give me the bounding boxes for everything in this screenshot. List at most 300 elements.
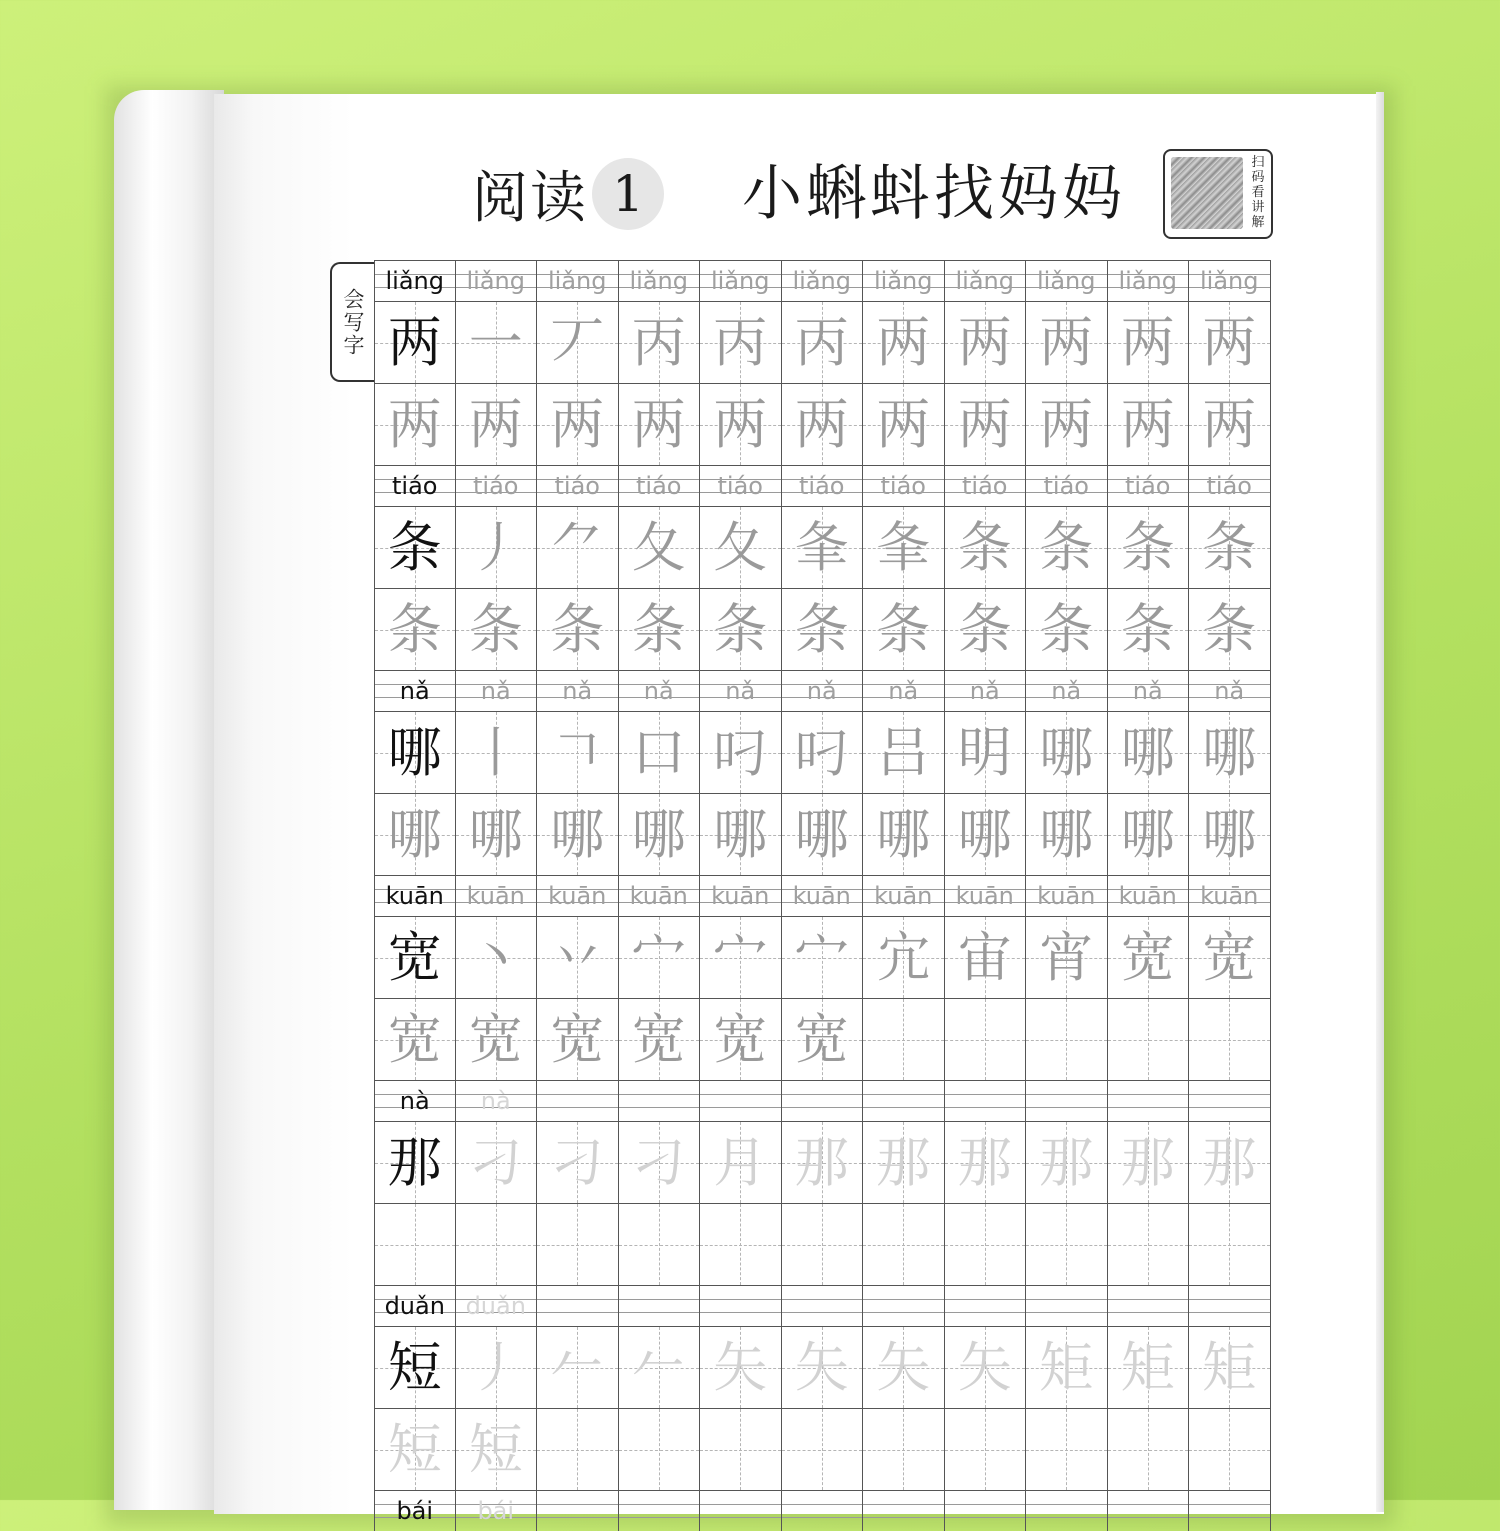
- stroke-cell[interactable]: [1026, 1121, 1108, 1203]
- glyph-text: 刁: [550, 1130, 605, 1194]
- practice-cell[interactable]: [945, 588, 1027, 670]
- pinyin-cell[interactable]: [945, 1285, 1027, 1326]
- practice-cell[interactable]: [456, 1203, 538, 1285]
- pinyin-cell[interactable]: [537, 1490, 619, 1531]
- glyph-text: 夂: [631, 515, 686, 579]
- pinyin-row: [374, 1080, 1271, 1121]
- pinyin-cell[interactable]: [1108, 1490, 1190, 1531]
- pinyin-cell[interactable]: [863, 465, 945, 506]
- practice-cell[interactable]: [537, 588, 619, 670]
- practice-cell[interactable]: [863, 383, 945, 465]
- pinyin-cell[interactable]: [1189, 875, 1271, 916]
- pinyin-cell[interactable]: [537, 670, 619, 711]
- pinyin-cell[interactable]: [1189, 465, 1271, 506]
- glyph-text: 两: [631, 392, 686, 456]
- practice-cell[interactable]: [1189, 998, 1271, 1080]
- practice-cell[interactable]: [619, 588, 701, 670]
- glyph-text: 哪: [1202, 802, 1257, 866]
- pinyin-cell[interactable]: [700, 260, 782, 301]
- pinyin-cell[interactable]: [1108, 465, 1190, 506]
- stroke-cell[interactable]: [619, 711, 701, 793]
- pinyin-cell[interactable]: [374, 1285, 456, 1326]
- practice-cell[interactable]: [1026, 1203, 1108, 1285]
- practice-cell[interactable]: [374, 588, 456, 670]
- pinyin-cell[interactable]: [700, 465, 782, 506]
- pinyin-cell[interactable]: [782, 260, 864, 301]
- stroke-order-row: [374, 711, 1271, 793]
- pinyin-cell[interactable]: [782, 670, 864, 711]
- stroke-cell[interactable]: [863, 1121, 945, 1203]
- pinyin-cell[interactable]: [619, 1080, 701, 1121]
- practice-cell[interactable]: [374, 1408, 456, 1490]
- pinyin-cell[interactable]: [1189, 1285, 1271, 1326]
- pinyin-cell[interactable]: [1108, 260, 1190, 301]
- glyph-text: 丿: [468, 1335, 523, 1399]
- stroke-cell[interactable]: [537, 506, 619, 588]
- stroke-cell[interactable]: [945, 1326, 1027, 1408]
- practice-cell[interactable]: [1026, 793, 1108, 875]
- stroke-cell[interactable]: [700, 506, 782, 588]
- stroke-cell[interactable]: [700, 916, 782, 998]
- practice-cell[interactable]: [619, 1203, 701, 1285]
- glyph-text: 哪: [387, 802, 442, 866]
- glyph-text: 宂: [876, 925, 931, 989]
- pinyin-cell[interactable]: [537, 1080, 619, 1121]
- stroke-cell[interactable]: [700, 301, 782, 383]
- practice-cell[interactable]: [1189, 383, 1271, 465]
- pinyin-cell[interactable]: [1026, 465, 1108, 506]
- glyph-text: 条: [550, 597, 605, 661]
- stroke-cell[interactable]: [619, 301, 701, 383]
- pinyin-cell[interactable]: [945, 875, 1027, 916]
- model-char-cell[interactable]: [374, 506, 456, 588]
- stroke-cell[interactable]: [782, 506, 864, 588]
- practice-cell[interactable]: [537, 998, 619, 1080]
- model-char-cell[interactable]: [374, 1121, 456, 1203]
- practice-cell[interactable]: [374, 998, 456, 1080]
- practice-cell[interactable]: [456, 1408, 538, 1490]
- model-char-cell[interactable]: [374, 711, 456, 793]
- stroke-cell[interactable]: [945, 916, 1027, 998]
- stroke-cell[interactable]: [456, 916, 538, 998]
- practice-cell[interactable]: [700, 1408, 782, 1490]
- glyph-text: tiáo: [1206, 472, 1252, 500]
- pinyin-cell[interactable]: [374, 1490, 456, 1531]
- glyph-text: liǎng: [1037, 267, 1096, 295]
- glyph-text: 哪: [1120, 720, 1175, 784]
- practice-cell[interactable]: [456, 793, 538, 875]
- stroke-cell[interactable]: [700, 1121, 782, 1203]
- practice-cell[interactable]: [945, 1203, 1027, 1285]
- pinyin-cell[interactable]: [1026, 670, 1108, 711]
- glyph-text: 两: [550, 392, 605, 456]
- glyph-text: 哪: [1039, 802, 1094, 866]
- stroke-cell[interactable]: [1108, 506, 1190, 588]
- pinyin-row: [374, 875, 1271, 916]
- stroke-cell[interactable]: [863, 506, 945, 588]
- model-char-cell[interactable]: [374, 301, 456, 383]
- stroke-cell[interactable]: [782, 1121, 864, 1203]
- practice-cell[interactable]: [619, 383, 701, 465]
- stroke-cell[interactable]: [863, 1326, 945, 1408]
- glyph-text: 条: [794, 597, 849, 661]
- pinyin-cell[interactable]: [945, 1490, 1027, 1531]
- practice-cell[interactable]: [1026, 588, 1108, 670]
- pinyin-cell[interactable]: [374, 670, 456, 711]
- stroke-cell[interactable]: [619, 506, 701, 588]
- stroke-cell[interactable]: [782, 1326, 864, 1408]
- stroke-order-row: [374, 1326, 1271, 1408]
- glyph-text: kuān: [629, 882, 688, 910]
- glyph-text: liǎng: [548, 267, 607, 295]
- practice-row: [374, 998, 1271, 1080]
- glyph-text: 丆: [550, 310, 605, 374]
- pinyin-cell[interactable]: [700, 875, 782, 916]
- pinyin-cell[interactable]: [1026, 875, 1108, 916]
- practice-cell[interactable]: [1189, 1203, 1271, 1285]
- stroke-cell[interactable]: [1108, 1121, 1190, 1203]
- practice-cell[interactable]: [1026, 998, 1108, 1080]
- practice-cell[interactable]: [700, 1203, 782, 1285]
- practice-cell[interactable]: [1108, 1203, 1190, 1285]
- glyph-text: 宽: [1202, 925, 1257, 989]
- stroke-cell[interactable]: [1189, 916, 1271, 998]
- practice-cell[interactable]: [1108, 383, 1190, 465]
- glyph-text: 月: [713, 1130, 768, 1194]
- glyph-text: tiáo: [717, 472, 763, 500]
- glyph-text: 丨: [468, 720, 523, 784]
- glyph-text: 哪: [1202, 720, 1257, 784]
- stroke-cell[interactable]: [945, 711, 1027, 793]
- practice-cell[interactable]: [945, 1408, 1027, 1490]
- practice-cell[interactable]: [700, 998, 782, 1080]
- stroke-order-row: [374, 1121, 1271, 1203]
- practice-cell[interactable]: [782, 793, 864, 875]
- glyph-text: kuān: [711, 882, 770, 910]
- pinyin-cell[interactable]: [619, 465, 701, 506]
- stroke-cell[interactable]: [1108, 711, 1190, 793]
- practice-cell[interactable]: [619, 793, 701, 875]
- stroke-cell[interactable]: [1189, 506, 1271, 588]
- glyph-text: 条: [876, 597, 931, 661]
- stroke-cell[interactable]: [1108, 301, 1190, 383]
- stroke-cell[interactable]: [1189, 1121, 1271, 1203]
- practice-cell[interactable]: [700, 588, 782, 670]
- stroke-cell[interactable]: [456, 1326, 538, 1408]
- glyph-text: kuān: [1118, 882, 1177, 910]
- pinyin-cell[interactable]: [619, 875, 701, 916]
- practice-row: [374, 1408, 1271, 1490]
- glyph-text: nà: [480, 1087, 511, 1115]
- stroke-cell[interactable]: [1026, 916, 1108, 998]
- glyph-text: tiáo: [554, 472, 600, 500]
- pinyin-cell[interactable]: [782, 1080, 864, 1121]
- stroke-cell[interactable]: [945, 506, 1027, 588]
- pinyin-cell[interactable]: [945, 1080, 1027, 1121]
- glyph-text: 一: [468, 310, 523, 374]
- glyph-text: 宽: [794, 1007, 849, 1071]
- stroke-cell[interactable]: [700, 1326, 782, 1408]
- pinyin-cell[interactable]: [1026, 1080, 1108, 1121]
- pinyin-cell[interactable]: [374, 465, 456, 506]
- stroke-cell[interactable]: [456, 301, 538, 383]
- pinyin-cell[interactable]: [619, 1490, 701, 1531]
- stroke-cell[interactable]: [863, 711, 945, 793]
- practice-cell[interactable]: [782, 998, 864, 1080]
- practice-cell[interactable]: [1189, 793, 1271, 875]
- lesson-word: 阅读: [472, 166, 588, 231]
- glyph-text: 宽: [387, 925, 442, 989]
- stroke-cell[interactable]: [1026, 711, 1108, 793]
- glyph-text: liǎng: [466, 267, 525, 295]
- stroke-cell[interactable]: [782, 301, 864, 383]
- glyph-text: 两: [1120, 392, 1175, 456]
- practice-cell[interactable]: [1108, 793, 1190, 875]
- pinyin-cell[interactable]: [537, 1285, 619, 1326]
- stroke-cell[interactable]: [945, 1121, 1027, 1203]
- glyph-text: 宽: [550, 1007, 605, 1071]
- practice-cell[interactable]: [863, 1408, 945, 1490]
- pinyin-cell[interactable]: [863, 260, 945, 301]
- pinyin-cell[interactable]: [1189, 1490, 1271, 1531]
- practice-row: [374, 793, 1271, 875]
- practice-cell[interactable]: [863, 588, 945, 670]
- pinyin-cell[interactable]: [537, 465, 619, 506]
- glyph-text: 矢: [713, 1335, 768, 1399]
- stroke-cell[interactable]: [1026, 506, 1108, 588]
- pinyin-cell[interactable]: [863, 1285, 945, 1326]
- glyph-text: 哪: [713, 802, 768, 866]
- practice-cell[interactable]: [1026, 1408, 1108, 1490]
- practice-cell[interactable]: [863, 1203, 945, 1285]
- qr-code-icon[interactable]: [1171, 157, 1243, 229]
- pinyin-cell[interactable]: [1189, 260, 1271, 301]
- pinyin-cell[interactable]: [700, 1080, 782, 1121]
- pinyin-cell[interactable]: [863, 1080, 945, 1121]
- pinyin-cell[interactable]: [1108, 1080, 1190, 1121]
- stroke-cell[interactable]: [537, 1121, 619, 1203]
- pinyin-cell[interactable]: [537, 875, 619, 916]
- stroke-cell[interactable]: [619, 916, 701, 998]
- pinyin-cell[interactable]: [1026, 1285, 1108, 1326]
- glyph-text: 条: [957, 515, 1012, 579]
- pinyin-cell[interactable]: [456, 1080, 538, 1121]
- glyph-text: ⺈: [550, 515, 605, 579]
- glyph-text: kuān: [874, 882, 933, 910]
- pinyin-cell[interactable]: [619, 1285, 701, 1326]
- stroke-cell[interactable]: [1026, 1326, 1108, 1408]
- pinyin-cell[interactable]: [782, 1285, 864, 1326]
- practice-row: [374, 588, 1271, 670]
- model-char-cell[interactable]: [374, 916, 456, 998]
- stroke-cell[interactable]: [537, 301, 619, 383]
- stroke-cell[interactable]: [1026, 301, 1108, 383]
- pinyin-cell[interactable]: [782, 875, 864, 916]
- glyph-text: nǎ: [806, 677, 837, 705]
- pinyin-cell[interactable]: [945, 465, 1027, 506]
- practice-cell[interactable]: [945, 793, 1027, 875]
- glyph-text: 丙: [713, 310, 768, 374]
- glyph-text: 哪: [794, 802, 849, 866]
- practice-cell[interactable]: [1108, 1408, 1190, 1490]
- stroke-cell[interactable]: [619, 1326, 701, 1408]
- stroke-cell[interactable]: [1189, 1326, 1271, 1408]
- pinyin-cell[interactable]: [1026, 1490, 1108, 1531]
- glyph-text: 哪: [876, 802, 931, 866]
- writing-grid: [374, 260, 1271, 1531]
- glyph-text: 矩: [1202, 1335, 1257, 1399]
- stroke-cell[interactable]: [782, 711, 864, 793]
- pinyin-cell[interactable]: [456, 465, 538, 506]
- practice-cell[interactable]: [456, 383, 538, 465]
- stroke-cell[interactable]: [456, 1121, 538, 1203]
- stroke-cell[interactable]: [1189, 711, 1271, 793]
- practice-row: [374, 383, 1271, 465]
- glyph-text: 宀: [794, 925, 849, 989]
- pinyin-cell[interactable]: [537, 260, 619, 301]
- stroke-cell[interactable]: [863, 916, 945, 998]
- practice-cell[interactable]: [863, 793, 945, 875]
- practice-cell[interactable]: [1108, 998, 1190, 1080]
- practice-cell[interactable]: [456, 588, 538, 670]
- pinyin-cell[interactable]: [456, 1285, 538, 1326]
- glyph-text: 短: [387, 1417, 442, 1481]
- pinyin-cell[interactable]: [374, 260, 456, 301]
- glyph-text: 条: [957, 597, 1012, 661]
- stroke-cell[interactable]: [782, 916, 864, 998]
- pinyin-cell[interactable]: [456, 1490, 538, 1531]
- glyph-text: kuān: [1200, 882, 1259, 910]
- stroke-cell[interactable]: [619, 1121, 701, 1203]
- stroke-cell[interactable]: [1108, 1326, 1190, 1408]
- pinyin-cell[interactable]: [456, 670, 538, 711]
- practice-cell[interactable]: [374, 383, 456, 465]
- glyph-text: kuān: [792, 882, 851, 910]
- glyph-text: 叼: [713, 720, 768, 784]
- glyph-text: 宽: [468, 1007, 523, 1071]
- stroke-cell[interactable]: [537, 916, 619, 998]
- practice-cell[interactable]: [537, 793, 619, 875]
- practice-cell[interactable]: [782, 1408, 864, 1490]
- stroke-cell[interactable]: [456, 506, 538, 588]
- practice-cell[interactable]: [1189, 588, 1271, 670]
- stroke-cell[interactable]: [537, 711, 619, 793]
- pinyin-cell[interactable]: [782, 1490, 864, 1531]
- pinyin-cell[interactable]: [1108, 875, 1190, 916]
- practice-cell[interactable]: [945, 998, 1027, 1080]
- glyph-text: 两: [957, 310, 1012, 374]
- glyph-text: 哪: [1120, 802, 1175, 866]
- pinyin-cell[interactable]: [619, 260, 701, 301]
- practice-cell[interactable]: [1108, 588, 1190, 670]
- glyph-text: nǎ: [888, 677, 919, 705]
- pinyin-cell[interactable]: [700, 670, 782, 711]
- glyph-text: 条: [631, 597, 686, 661]
- character-block: [374, 875, 1271, 1080]
- glyph-text: liǎng: [874, 267, 933, 295]
- glyph-text: 两: [876, 392, 931, 456]
- practice-cell[interactable]: [374, 793, 456, 875]
- practice-cell[interactable]: [537, 383, 619, 465]
- glyph-text: 短: [387, 1335, 442, 1399]
- glyph-text: 明: [957, 720, 1012, 784]
- practice-cell[interactable]: [782, 1203, 864, 1285]
- glyph-text: 𠃍: [550, 720, 605, 784]
- practice-cell[interactable]: [619, 998, 701, 1080]
- glyph-text: 宀: [713, 925, 768, 989]
- glyph-text: 条: [1202, 597, 1257, 661]
- glyph-text: tiáo: [1125, 472, 1171, 500]
- glyph-text: kuān: [385, 882, 444, 910]
- pinyin-cell[interactable]: [700, 1490, 782, 1531]
- glyph-text: 那: [1202, 1130, 1257, 1194]
- qr-code-box[interactable]: [1163, 149, 1273, 239]
- pinyin-cell[interactable]: [1026, 260, 1108, 301]
- practice-cell[interactable]: [782, 383, 864, 465]
- glyph-text: 条: [1039, 597, 1094, 661]
- practice-cell[interactable]: [374, 1203, 456, 1285]
- practice-cell[interactable]: [700, 383, 782, 465]
- pinyin-cell[interactable]: [1108, 670, 1190, 711]
- glyph-text: nǎ: [562, 677, 593, 705]
- pinyin-cell[interactable]: [456, 875, 538, 916]
- stroke-cell[interactable]: [945, 301, 1027, 383]
- practice-cell[interactable]: [782, 588, 864, 670]
- stroke-cell[interactable]: [863, 301, 945, 383]
- stroke-cell[interactable]: [537, 1326, 619, 1408]
- practice-cell[interactable]: [1026, 383, 1108, 465]
- practice-cell[interactable]: [537, 1408, 619, 1490]
- pinyin-cell[interactable]: [619, 670, 701, 711]
- stroke-cell[interactable]: [1108, 916, 1190, 998]
- glyph-text: 两: [387, 392, 442, 456]
- stroke-cell[interactable]: [700, 711, 782, 793]
- stroke-cell[interactable]: [456, 711, 538, 793]
- pinyin-cell[interactable]: [1189, 1080, 1271, 1121]
- model-char-cell[interactable]: [374, 1326, 456, 1408]
- glyph-text: nǎ: [643, 677, 674, 705]
- pinyin-cell[interactable]: [945, 670, 1027, 711]
- pinyin-cell[interactable]: [1189, 670, 1271, 711]
- glyph-text: 矢: [957, 1335, 1012, 1399]
- practice-cell[interactable]: [1189, 1408, 1271, 1490]
- pinyin-cell[interactable]: [863, 1490, 945, 1531]
- pinyin-cell[interactable]: [863, 875, 945, 916]
- lesson-number-badge: 1: [592, 158, 664, 230]
- pinyin-cell[interactable]: [1108, 1285, 1190, 1326]
- pinyin-cell[interactable]: [700, 1285, 782, 1326]
- practice-cell[interactable]: [537, 1203, 619, 1285]
- practice-cell[interactable]: [619, 1408, 701, 1490]
- pinyin-cell[interactable]: [945, 260, 1027, 301]
- pinyin-row: [374, 260, 1271, 301]
- glyph-text: 宽: [387, 1007, 442, 1071]
- stroke-cell[interactable]: [1189, 301, 1271, 383]
- practice-cell[interactable]: [863, 998, 945, 1080]
- glyph-text: 刁: [468, 1130, 523, 1194]
- pinyin-cell[interactable]: [374, 1080, 456, 1121]
- practice-cell[interactable]: [945, 383, 1027, 465]
- pinyin-cell[interactable]: [456, 260, 538, 301]
- practice-cell[interactable]: [700, 793, 782, 875]
- glyph-text: 矢: [876, 1335, 931, 1399]
- pinyin-cell[interactable]: [782, 465, 864, 506]
- pinyin-cell[interactable]: [374, 875, 456, 916]
- practice-cell[interactable]: [456, 998, 538, 1080]
- glyph-text: tiáo: [1043, 472, 1089, 500]
- pinyin-cell[interactable]: [863, 670, 945, 711]
- glyph-text: liǎng: [385, 267, 444, 295]
